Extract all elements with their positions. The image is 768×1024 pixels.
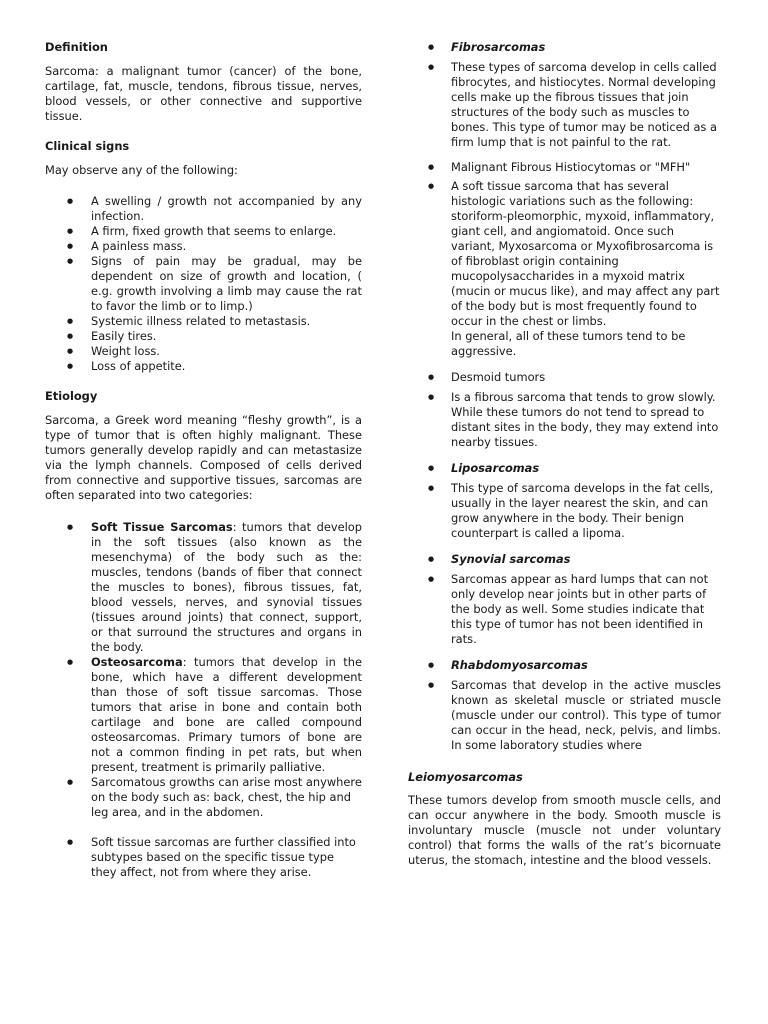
list-item: ● Sarcomas appear as hard lumps that can not only develop near joints but in other parts of the body as well. Some studies indicate that this type of tumor has not been identified in rats. [408,572,721,647]
soft-tissue-term: Soft Tissue Sarcomas [91,520,233,534]
soft-tissue-text: : tumors that develop in the soft tissues (also known as the mesenchyma) of the body such as the: muscles, tendons (bands of fiber that connect the muscles to bones), fibrous tissues, fat, blood vessels, nerves, and synovial tissues (tissues around joints) that connect, support, or that surround the structures and organs in the body. [91,520,362,654]
rhabdo-list [408,658,721,753]
list-item: ● A firm, fixed growth that seems to enlarge. [45,224,362,239]
mfh-text-2: In general, all of these tumors tend to be aggressive. [451,329,686,358]
definition-text: Sarcoma: a malignant tumor (cancer) of the bone, cartilage, fat, muscle, tendons, fibrous tissue, nerves, blood vessels, or other connective and supportive tissue. [45,64,362,123]
mfh-heading: ● Malignant Fibrous Histiocytomas or "MFH" [408,160,721,175]
left-column [45,0,362,880]
liposarcomas-heading: ● Liposarcomas [408,461,721,476]
sarcoma-categories-list [45,520,362,880]
definition-heading: Definition [45,40,108,54]
fibrosarcomas-heading: ● Fibrosarcomas [408,40,721,55]
clinical-signs-list [45,194,362,374]
list-item: ● Easily tires. [45,329,362,344]
rhabdomyosarcomas-heading: ● Rhabdomyosarcomas [408,658,721,673]
list-item-osteosarcoma [45,655,362,775]
mfh-list [408,160,721,359]
desmoid-heading: ● Desmoid tumors [408,370,721,385]
mfh-text: A soft tissue sarcoma that has several histologic variations such as the following: storiform-pleomorphic, myxoid, inflammatory, giant cell, and angiomatoid. Once such variant, Myxosarcoma or Myxofibrosarcoma is of fibroblast origin containing mucopolysaccharides in a myxoid matrix (mucin or mucus like), and may affect any part of the body but is most frequently found to occur in the chest or limbs. [451,179,720,328]
leiomyosarcomas-heading: Leiomyosarcomas [408,770,523,784]
list-item: ● Sarcomatous growths can arise most anywhere on the body such as: back, chest, the hip and leg area, and in the abdomen. [45,775,362,820]
list-item: ● Signs of pain may be gradual, may be dependent on size of growth and location, ( e.g. growth involving a limb may cause the rat to favor the limb or to limp.) [45,254,362,314]
list-item: ● Weight loss. [45,344,362,359]
list-item: ● Systemic illness related to metastasis. [45,314,362,329]
list-item [408,179,721,359]
right-column [408,0,721,868]
etiology-heading: Etiology [45,389,98,403]
list-item: ● This type of sarcoma develops in the fat cells, usually in the layer nearest the skin, and can grow anywhere in the body. Their benign counterpart is called a lipoma. [408,481,721,541]
synovial-sarcomas-heading: ● Synovial sarcomas [408,552,721,567]
list-item: ● Is a fibrous sarcoma that tends to grow slowly. While these tumors do not tend to spread to distant sites in the body, they may extend into nearby tissues. [408,390,721,450]
list-item: ● Soft tissue sarcomas are further classified into subtypes based on the specific tissue type they affect, not from where they arise. [45,835,362,880]
list-item: ● A painless mass. [45,239,362,254]
leiomyosarcomas-text: These tumors develop from smooth muscle cells, and can occur anywhere in the body. Smooth muscle is involuntary muscle (muscle not under voluntary control) that forms the walls of the rat’s bicornuate uterus, the stomach, intestine and the blood vessels. [408,793,721,867]
liposarcoma-list [408,461,721,541]
etiology-text: Sarcoma, a Greek word meaning “fleshy growth”, is a type of tumor that is often highly malignant. These tumors generally develop rapidly and can metastasize via the lymph channels. Composed of cells derived from connective and supportive tissues, sarcomas are often separated into two categories: [45,413,362,502]
list-item: ● Loss of appetite. [45,359,362,374]
clinical-signs-heading: Clinical signs [45,139,130,153]
list-item: ● Sarcomas that develop in the active muscles known as skeletal muscle or striated muscle (muscle under our control). This type of tumor can occur in the head, neck, pelvis, and limbs. In some laboratory studies where [408,678,721,753]
list-item-soft-tissue [45,520,362,655]
osteosarcoma-term: Osteosarcoma [91,655,183,669]
clinical-intro: May observe any of the following: [45,163,238,177]
fibrosarcoma-list [408,40,721,150]
osteosarcoma-text: : tumors that develop in the bone, which have a different development than those of soft tissue sarcomas. Those tumors that arise in bone and contain both cartilage and bone are called compound osteosarcomas. Primary tumors of bone are not a common finding in pet rats, but when present, treatment is primarily palliative. [91,655,362,774]
list-item: ● These types of sarcoma develop in cells called fibrocytes, and histiocytes. Normal developing cells make up the fibrous tissues that join structures of the body such as muscles to bones. This type of tumor may be noticed as a firm lump that is not painful to the rat. [408,60,721,150]
desmoid-list [408,370,721,450]
synovial-list [408,552,721,647]
list-item: ● A swelling / growth not accompanied by any infection. [45,194,362,224]
